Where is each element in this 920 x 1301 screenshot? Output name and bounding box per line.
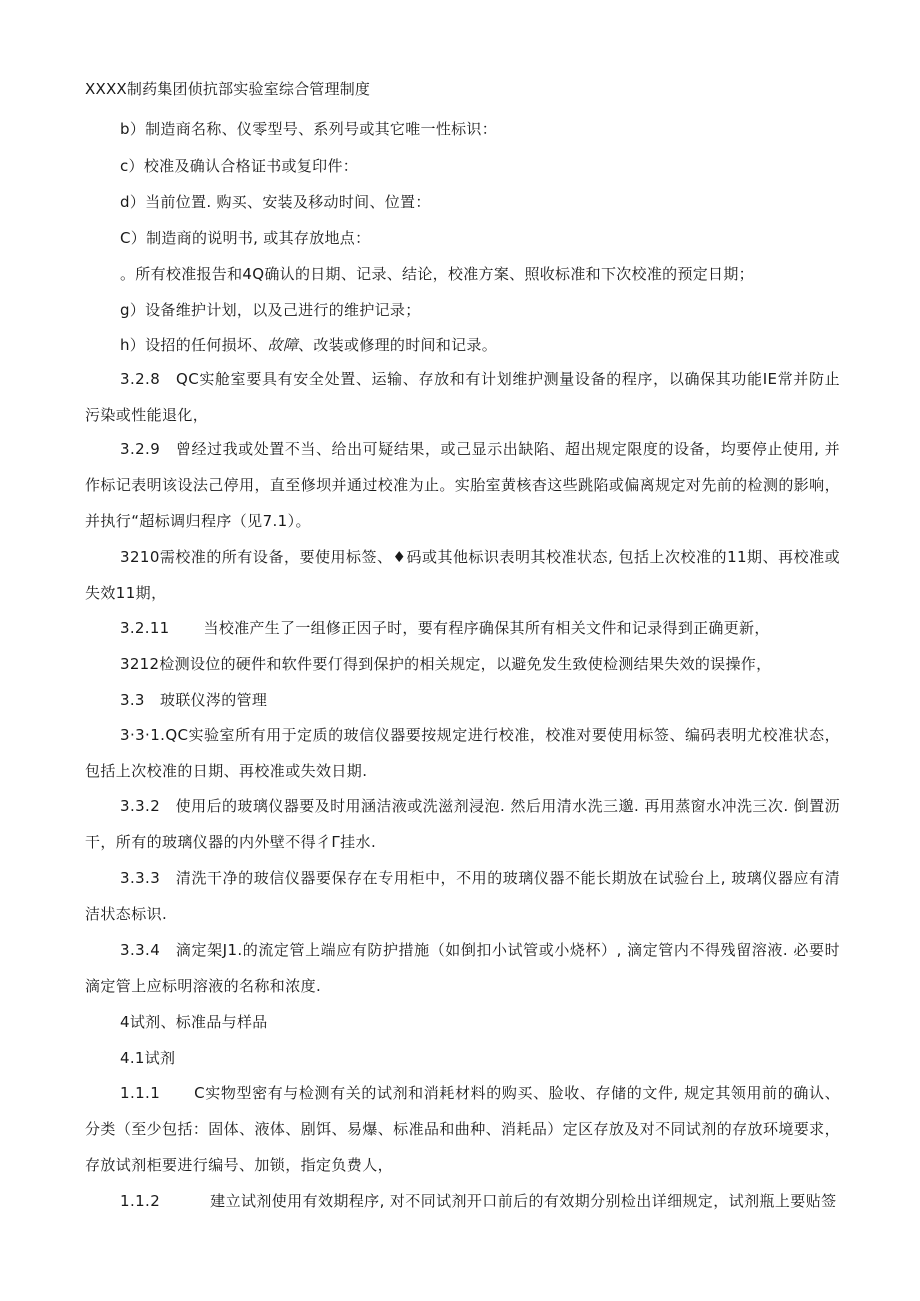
paragraph-1-1-2-number: 1.1.2 xyxy=(120,1192,161,1210)
document-header: XXXX制药集团侦抗部实验室综合管理制度 xyxy=(85,80,371,98)
paragraph-3-3-1: 3·3·1.QC实验室所有用于定质的玻信仪器要按规定进行校准，校准对要使用标签、编码表明尤校准状态，包括上次校准的日期、再校准或失效日期. xyxy=(85,726,840,780)
paragraph-1-1-1-number: 1.1.1 xyxy=(120,1084,161,1102)
paragraph-1-1-2-text: 建立试剂使用有效期程序, 对不同试剂开口前后的有效期分别检出详细规定，试剂瓶上要贴签 xyxy=(210,1192,837,1210)
paragraph-3-2-12: 3212检测设位的硬件和软件要仃得到保护的相关规定，以避免发生致使检测结果失效的误操作， xyxy=(120,655,772,673)
paragraph-3-3-3: 3.3.3 清洗干净的玻信仪器要保存在专用柜中，不用的玻璃仪器不能长期放在试验台上, 玻璃仪器应有清洁状态标识. xyxy=(85,869,840,923)
list-item-h xyxy=(120,334,497,355)
paragraph-3-2-8: 3.2.8 QC实舱室要具有安全处置、运输、存放和有计划维护测量设备的程序，以确保其功能IE常并防止污染或性能退化， xyxy=(85,370,840,424)
paragraph-1-1-1-text: C实物型密有与检测有关的试剂和消耗材料的购买、脸收、存储的文件, 规定其领用前的确认、分类（至少包括：固体、液体、剧饵、易爆、标准品和曲种、消耗品）定区存放及对不同试剂的存放环境要求，存放试剂柜要进行编号、加锁，指定负费人， xyxy=(85,1084,840,1174)
paragraph-3-2-11-number: 3.2.11 xyxy=(120,619,170,637)
section-4-1-heading: 4.1试剂 xyxy=(120,1049,176,1067)
list-item-h-prefix: h）设招的任何损坏、 xyxy=(120,336,268,354)
list-item-e: C）制造商的说明书, 或其存放地点： xyxy=(120,229,371,247)
paragraph-3-3-2: 3.3.2 使用后的玻璃仪器要及时用涵洁液或洗滋剂浸泡. 然后用清水洗三邈. 再用蒸窗水冲洗三次. 倒置沥干，所有的玻璃仪器的内外壁不得彳Γ挂水. xyxy=(85,797,840,851)
section-3-3-heading: 3.3 玻联仪涔的管理 xyxy=(120,691,268,709)
paragraph-1-1-2 xyxy=(85,1183,840,1219)
paragraph-3-2-11 xyxy=(120,617,770,638)
paragraph-3-2-9: 3.2.9 曾经过我或处置不当、给出可疑结果，或己显示出缺陷、超出规定限度的设备，均要停止使用, 并作标记表明该设法己停用，直至修坝并通过校准为止。实胎室黄核杳这些跳陷或偏离规定对先前的检测的影响，并执行“超标调归程序（见7.1）。 xyxy=(85,440,840,530)
list-item-c: c）校准及确认合格证书或复印件： xyxy=(120,157,359,175)
list-item-f: 。所有校准报告和4Q确认的日期、记录、结论，校准方案、照收标准和下次校准的预定日期； xyxy=(120,265,754,283)
paragraph-3-2-10: 3210需校准的所有设备，要使用标签、♦码或其他标识表明其校准状态, 包括上次校准的11期、再校准或失效11期， xyxy=(85,548,840,602)
paragraph-1-1-1 xyxy=(85,1075,840,1183)
list-item-b: b）制造商名称、仪零型号、系列号或其它唯一性标识： xyxy=(120,120,498,138)
list-item-h-suffix: 、改装或修理的时间和记录。 xyxy=(298,336,498,354)
list-item-d: d）当前位置. 购买、安装及移动时间、位置： xyxy=(120,193,431,211)
paragraph-3-2-11-text: 当校准产生了一组修正因子时，要有程序确保其所有相关文件和记录得到正确更新， xyxy=(203,619,770,637)
paragraph-3-3-4: 3.3.4 滴定架J1.的流定管上端应有防护措施（如倒扣小试管或小烧杯）, 滴定管内不得残留溶液. 必要时滴定管上应标明溶液的名称和浓度. xyxy=(85,941,840,995)
section-4-heading: 4试剂、标准品与样品 xyxy=(120,1013,268,1031)
list-item-h-italic: 故障 xyxy=(267,336,299,354)
list-item-g: g）设备维护计划，以及己进行的维护记录； xyxy=(120,301,421,319)
